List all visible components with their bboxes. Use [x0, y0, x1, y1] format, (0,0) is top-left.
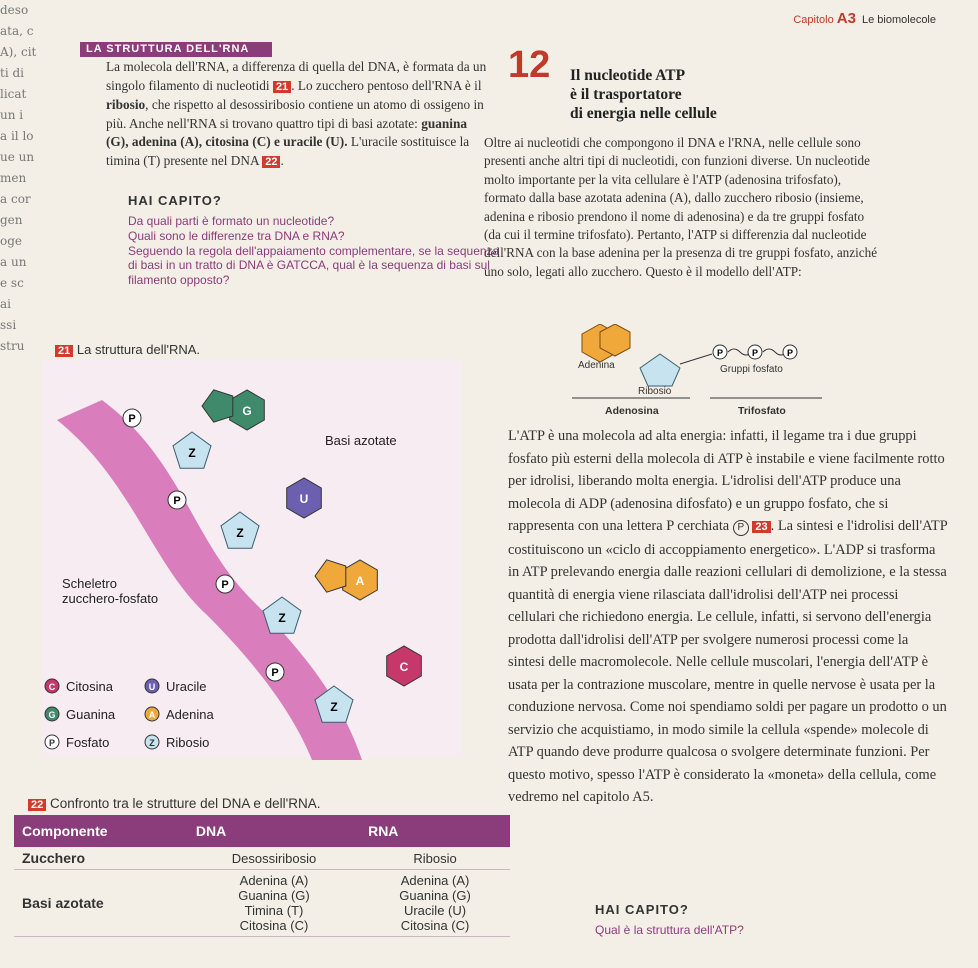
atp-phosphate-label-1: P: [751, 348, 759, 358]
chapter-title: Le biomolecole: [862, 14, 936, 26]
bleed-line: licat: [0, 87, 27, 101]
question-1: Da quali parti è formato un nucleotide?: [128, 214, 335, 228]
legend-sym-A: A: [148, 710, 156, 720]
chapter-prefix: Capitolo: [793, 14, 834, 26]
legend-text-C: Citosina: [66, 679, 113, 694]
bleed-line: ssi: [0, 318, 17, 332]
bleed-line: ti di: [0, 66, 24, 80]
ribose-label-1: Z: [236, 526, 244, 540]
atp-label-adenosina: Adenosina: [605, 405, 659, 417]
bleed-line: deso: [0, 3, 29, 17]
section-title-line-2: è il trasportatore: [570, 86, 682, 103]
phosphate-label-3: P: [271, 667, 279, 679]
table-cell-value: Adenina (A) Guanina (G) Timina (T) Citosina (C): [188, 870, 360, 937]
legend-text-A: Adenina: [166, 707, 214, 722]
label-scheletro-2: zucchero-fosfato: [62, 591, 159, 606]
phosphate-label-1: P: [173, 495, 181, 507]
legend-sym-G: G: [48, 710, 56, 720]
rna-text-1: La molecola dell'RNA, a differenza di quella del DNA, è formata da un singolo filamento di nucleotidi: [106, 59, 487, 93]
atp-phosphate-label-2: P: [786, 348, 794, 358]
label-scheletro-1: Scheletro: [62, 576, 117, 591]
bleed-line: ai: [0, 297, 11, 311]
table-cell-value: Desossiribosio: [188, 847, 360, 870]
legend-sym-P: P: [48, 738, 56, 748]
rna-text-3: , che rispetto al desossiribosio contiene un atomo di ossigeno in più. Anche nell'RNA si trovano quattro tipi di basi azotate:: [106, 97, 484, 131]
figure-ref-23[interactable]: 23: [752, 521, 770, 533]
rna-bases: guanina (G), adenina (A), citosina (C) e uracile (U).: [106, 115, 468, 150]
table-row: [14, 847, 510, 870]
dna-rna-comparison-table: [14, 815, 510, 937]
legend-sym-Z: Z: [149, 738, 155, 748]
base-label-A: A: [355, 574, 365, 588]
figure-21-num: 21: [55, 345, 73, 357]
legend-text-P: Fosfato: [66, 735, 110, 750]
ribose-label-0: Z: [188, 446, 196, 460]
th-componente: Componente: [14, 815, 188, 847]
base-label-C: C: [399, 660, 409, 674]
circled-p-icon: P: [733, 520, 749, 536]
bleed-line: oge: [0, 234, 23, 248]
atp-label-ribosio: Ribosio: [638, 386, 672, 397]
th-rna: RNA: [360, 815, 510, 847]
figure-22-caption: [28, 796, 320, 811]
legend-text-Z: Ribosio: [166, 735, 210, 750]
ribose-pentagon: [640, 354, 680, 386]
label-basi-azotate: Basi azotate: [325, 433, 397, 448]
hai-capito-title: HAI CAPITO?: [128, 193, 222, 208]
phosphate-label-0: P: [128, 413, 136, 425]
bleed-line: a un: [0, 255, 27, 269]
question-3: Seguendo la regola dell'appaiamento complementare, se la sequenza di basi in un tratto di DNA è GATCCA, qual è la sequenza di basi sul filamento opposto?: [128, 243, 500, 288]
bleed-line: un i: [0, 108, 24, 122]
bleed-line: gen: [0, 213, 23, 227]
section-title-line-3: di energia nelle cellule: [570, 105, 717, 122]
section-title: [570, 66, 717, 123]
bleed-line: ue un: [0, 150, 35, 164]
section-title-line-1: Il nucleotide ATP: [570, 67, 686, 84]
bleed-line: e sc: [0, 276, 24, 290]
atp-label-adenina: Adenina: [578, 360, 615, 371]
figure-21-caption-text: La struttura dell'RNA.: [76, 342, 201, 357]
section-banner: LA STRUTTURA DELL'RNA: [80, 42, 272, 57]
table-cell-component: Basi azotate: [14, 870, 188, 937]
base-label-U: U: [299, 492, 309, 506]
rna-term-ribosio: ribosio: [106, 97, 146, 113]
atp-phosphate-label-0: P: [716, 348, 724, 358]
bleed-line: men: [0, 171, 27, 185]
bleed-line: A), cit: [0, 45, 37, 59]
figure-22-num: 22: [28, 799, 46, 811]
rna-text-4: L'uracile sostituisce la timina (T) presente nel DNA: [106, 134, 470, 168]
atp-paragraph-1: Oltre ai nucleotidi che compongono il DNA e l'RNA, nelle cellule sono presenti anche altri tipi di nucleotidi, con funzioni diverse. Un nucleotide molto importante per la vita cellulare è l'ATP (adenosina trifosfato), formato dalla base azotata adenina (A), dallo zucchero ribosio (insieme, adenina e ribosio prendono il nome di adenosina) e da tre gruppi fosfato (da cui il termine trifosfato). Pertanto, l'ATP si differenzia dal nucleotide dell'RNA con la base adenina per la presenza di tre gruppi fosfato, anziché uno solo, legati allo zucchero. Questo è il modello dell'ATP:: [484, 135, 878, 279]
rna-structure-figure: [42, 340, 462, 760]
adjacent-page-bleed: [0, 0, 78, 360]
figure-ref-21[interactable]: 21: [273, 81, 291, 93]
atp-paragraph-2: [508, 425, 948, 809]
chapter-header: [793, 10, 936, 27]
legend-sym-C: C: [48, 682, 56, 692]
base-label-G: G: [242, 404, 252, 418]
rna-text-5: .: [280, 152, 284, 168]
table-header-row: [14, 815, 510, 847]
table-row: [14, 870, 510, 937]
question-atp: Qual è la struttura dell'ATP?: [595, 923, 744, 937]
ribose-label-3: Z: [330, 700, 338, 714]
bleed-line: ata, c: [0, 24, 34, 38]
legend-sym-U: U: [148, 682, 156, 692]
section-number: 12: [508, 44, 551, 86]
ribose-label-2: Z: [278, 611, 286, 625]
atp-label-gruppi: Gruppi fosfato: [720, 364, 783, 375]
atp-model-diagram: [560, 324, 840, 424]
bleed-line: stru: [0, 339, 25, 353]
figure-22-caption-text: Confronto tra le strutture del DNA e dell'RNA.: [50, 796, 321, 811]
rna-text-2: . Lo zucchero pentoso dell'RNA è il: [291, 77, 482, 93]
hai-capito-box-1: [128, 193, 508, 288]
bleed-line: a cor: [0, 192, 31, 206]
rna-paragraph: [106, 58, 491, 172]
atp-label-trifosfato: Trifosfato: [738, 405, 786, 417]
table-cell-value: Ribosio: [360, 847, 510, 870]
figure-ref-22[interactable]: 22: [262, 156, 280, 168]
phosphate-label-2: P: [221, 579, 229, 591]
bond-line: [680, 354, 712, 364]
legend-text-G: Guanina: [66, 707, 116, 722]
bleed-line: a il lo: [0, 129, 34, 143]
th-dna: DNA: [188, 815, 360, 847]
hai-capito-title-2: HAI CAPITO?: [595, 902, 689, 917]
chapter-number: A3: [836, 10, 856, 27]
atp-text-2b: . La sintesi e l'idrolisi dell'ATP costituiscono un «ciclo di accoppiamento energetico». L'ADP si trasforma in ATP prelevando energia dalle reazioni cellulari di demolizione, e la stessa quantità di energia viene rilasciata dall'idrolisi dell'ATP nei processi cellulari che richiedono energia. Le cellule, infatti, si servono dell'energia prodotta dall'idrolisi dell'ATP per svolgere numerosi processi come la sintesi delle macromolecole. Nelle cellule muscolari, l'energia dell'ATP è usata per la contrazione muscolare, mentre in quelle nervose è usata per la conduzione nervosa. Come noi spendiamo soldi per pagare un prodotto o un servizio che acquistiamo, in modo simile la cellula «spende» molecole di ATP quando deve produrre qualcosa o svolgere determinate funzioni. Per questo motivo, spesso l'ATP è considerato la «moneta» della cellula, come vedremo nel capitolo A5.: [508, 518, 948, 805]
question-2: Quali sono le differenze tra DNA e RNA?: [128, 228, 345, 243]
legend-text-U: Uracile: [166, 679, 207, 694]
hai-capito-box-2: [595, 902, 744, 937]
table-cell-component: Zucchero: [14, 847, 188, 870]
atp-text-2a: L'ATP è una molecola ad alta energia: infatti, il legame tra i due gruppi fosfato più esterni della molecola di ATP è instabile e viene facilmente rotto per idrolisi, liberando molta energia. L'idrolisi dell'ATP produce una molecola di ADP (adenosina difosfato) e un gruppo fosfato, che si rappresenta con una lettera P cerchiata: [508, 428, 945, 534]
table-cell-value: Adenina (A) Guanina (G) Uracile (U) Citosina (C): [360, 870, 510, 937]
